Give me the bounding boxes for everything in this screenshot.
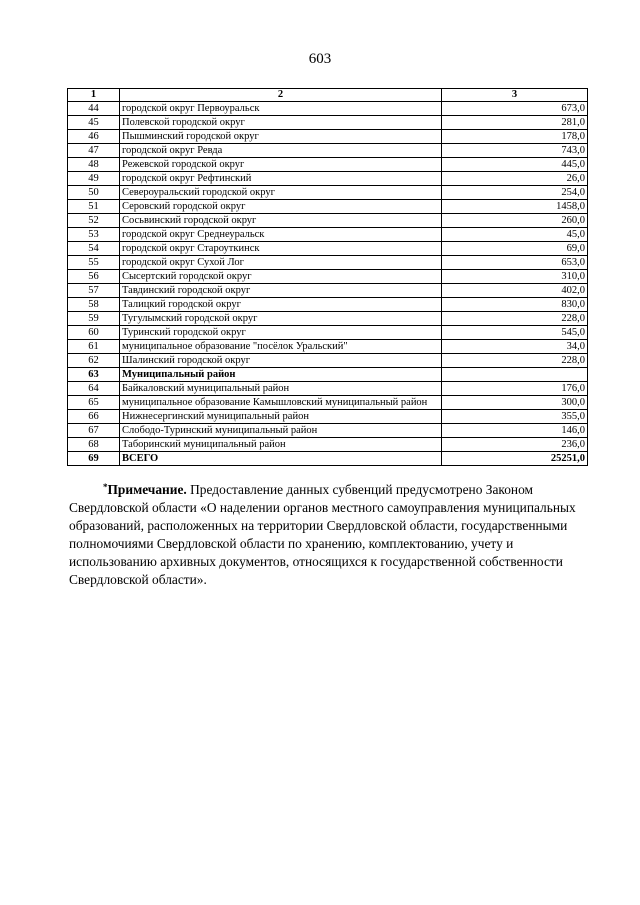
note-marker: * [103,482,108,492]
row-value: 45,0 [442,228,588,242]
table-row [68,410,588,424]
note-line-6: Свердловской области». [69,572,207,587]
table-row [68,256,588,270]
row-name: Пышминский городской округ [120,130,442,144]
row-value: 260,0 [442,214,588,228]
row-name: городской округ Рефтинский [120,172,442,186]
row-value: 26,0 [442,172,588,186]
note-label: Примечание. [107,482,187,497]
table-row [68,396,588,410]
header-col-3: 3 [442,89,588,102]
row-value: 355,0 [442,410,588,424]
row-name: муниципальное образование "посёлок Уральский" [120,340,442,354]
row-value: 545,0 [442,326,588,340]
row-value: 673,0 [442,102,588,116]
subsidy-table [67,88,588,466]
table-row [68,340,588,354]
row-name: городской округ Сухой Лог [120,256,442,270]
row-number: 54 [68,242,120,256]
header-col-2: 2 [120,89,442,102]
table-row [68,158,588,172]
row-number: 61 [68,340,120,354]
table-row [68,284,588,298]
row-number: 52 [68,214,120,228]
note-line-5: использованию архивных документов, относящихся к государственной собственности [69,554,563,569]
row-number: 45 [68,116,120,130]
row-name: Североуральский городской округ [120,186,442,200]
note-line-2: Свердловской области «О наделении органов местного самоуправления муниципальных [69,500,576,515]
row-name: Слободо-Туринский муниципальный район [120,424,442,438]
note-line-4: полномочиями Свердловской области по хранению, комплектованию, учету и [69,536,514,551]
row-name: Байкаловский муниципальный район [120,382,442,396]
row-number: 69 [68,452,120,466]
row-number: 55 [68,256,120,270]
row-name: городской округ Первоуральск [120,102,442,116]
row-value: 228,0 [442,354,588,368]
row-name: Нижнесергинский муниципальный район [120,410,442,424]
row-value: 1458,0 [442,200,588,214]
row-value: 254,0 [442,186,588,200]
table-row [68,298,588,312]
row-number: 67 [68,424,120,438]
row-number: 68 [68,438,120,452]
row-name: ВСЕГО [120,452,442,466]
row-number: 46 [68,130,120,144]
row-name: Режевской городской округ [120,158,442,172]
row-number: 58 [68,298,120,312]
row-number: 56 [68,270,120,284]
row-name: Туринский городской округ [120,326,442,340]
table-row [68,214,588,228]
row-value: 830,0 [442,298,588,312]
table-row [68,438,588,452]
row-number: 62 [68,354,120,368]
row-name: Тавдинский городской округ [120,284,442,298]
row-value: 176,0 [442,382,588,396]
table-row [68,116,588,130]
row-name: городской округ Среднеуральск [120,228,442,242]
row-number: 49 [68,172,120,186]
row-name: Сосьвинский городской округ [120,214,442,228]
row-value: 34,0 [442,340,588,354]
row-number: 48 [68,158,120,172]
row-value: 69,0 [442,242,588,256]
page-number: 603 [308,51,332,67]
table-row [68,242,588,256]
row-number: 44 [68,102,120,116]
row-number: 63 [68,368,120,382]
row-name: городской округ Ревда [120,144,442,158]
row-value: 402,0 [442,284,588,298]
table-row [68,312,588,326]
row-number: 50 [68,186,120,200]
header-col-1: 1 [68,89,120,102]
table-row [68,102,588,116]
row-name: муниципальное образование Камышловский муниципальный район [120,396,442,410]
row-value: 300,0 [442,396,588,410]
row-number: 57 [68,284,120,298]
row-number: 47 [68,144,120,158]
table-row [68,452,588,466]
row-name: Таборинский муниципальный район [120,438,442,452]
row-name: Талицкий городской округ [120,298,442,312]
table-row [68,424,588,438]
row-value: 236,0 [442,438,588,452]
table-row [68,354,588,368]
row-name: городской округ Староуткинск [120,242,442,256]
row-number: 64 [68,382,120,396]
row-name: Полевской городской округ [120,116,442,130]
row-number: 66 [68,410,120,424]
table-row [68,368,588,382]
row-value: 146,0 [442,424,588,438]
table-row [68,172,588,186]
table-row [68,144,588,158]
row-number: 59 [68,312,120,326]
row-name: Серовский городской округ [120,200,442,214]
note-line-1: Предоставление данных субвенций предусмотрено Законом [186,482,534,497]
row-value: 25251,0 [442,452,588,466]
table-row [68,186,588,200]
table-row [68,326,588,340]
row-name: Тугулымский городской округ [120,312,442,326]
row-value: 743,0 [442,144,588,158]
table-row [68,130,588,144]
table-row [68,228,588,242]
row-number: 60 [68,326,120,340]
row-number: 51 [68,200,120,214]
row-number: 53 [68,228,120,242]
table-header-row [68,89,588,102]
row-name: Шалинский городской округ [120,354,442,368]
note-block [69,478,589,589]
row-name: Сысертский городской округ [120,270,442,284]
table-body [68,102,588,466]
row-value [442,368,588,382]
row-value: 653,0 [442,256,588,270]
row-value: 178,0 [442,130,588,144]
row-value: 310,0 [442,270,588,284]
row-value: 228,0 [442,312,588,326]
table-row [68,382,588,396]
note-line-3: образований, расположенных на территории Свердловской области, государственными [69,518,568,533]
table-row [68,200,588,214]
row-value: 281,0 [442,116,588,130]
row-value: 445,0 [442,158,588,172]
row-number: 65 [68,396,120,410]
table-row [68,270,588,284]
row-name: Муниципальный район [120,368,442,382]
